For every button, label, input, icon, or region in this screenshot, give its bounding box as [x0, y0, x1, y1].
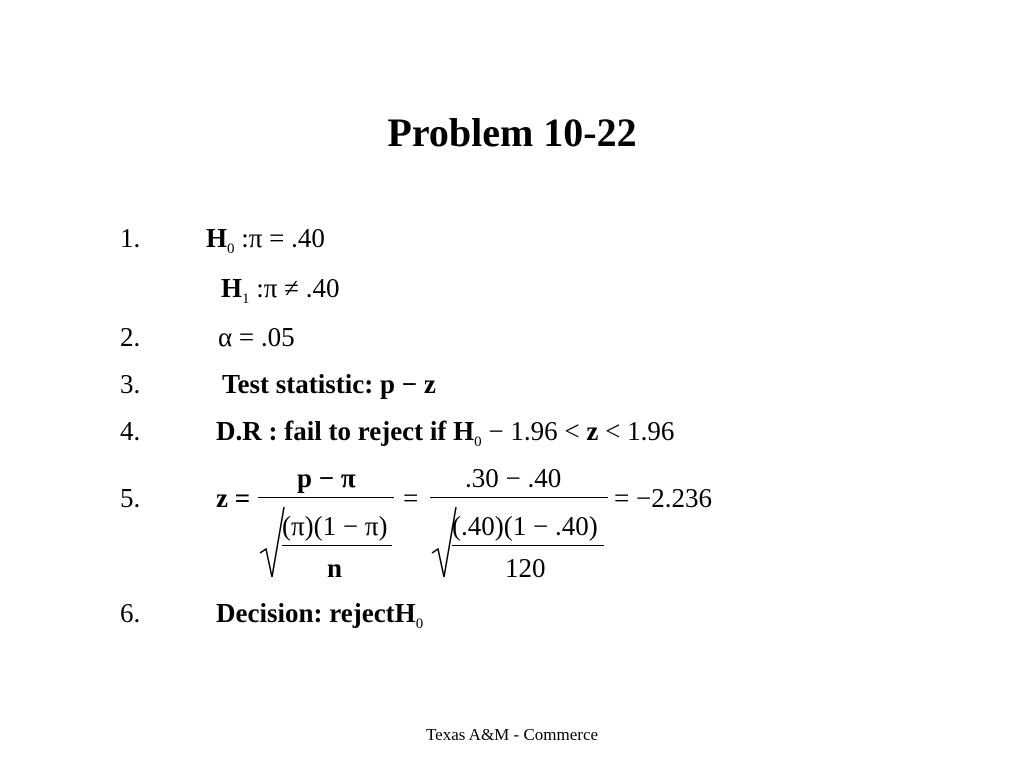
decision-label: Decision: reject	[216, 598, 395, 628]
value-denominator-top: (.40)(1 − .40)	[452, 511, 598, 541]
slide-title: Problem 10-22	[387, 110, 637, 155]
decision-h-symbol: H	[394, 598, 416, 628]
z-equals: z =	[216, 483, 251, 513]
slide-footer: Texas A&M - Commerce	[425, 725, 599, 744]
z-result: = −2.236	[614, 483, 712, 513]
step-6-number: 6.	[120, 598, 141, 628]
formula-inner-fraction-bar	[282, 545, 392, 546]
h1-subscript: 1	[242, 291, 250, 307]
dr-h-symbol: H	[453, 416, 475, 446]
decision-h-subscript: 0	[415, 616, 424, 632]
dr-h-subscript: 0	[474, 434, 482, 450]
test-statistic: Test statistic: p − z	[222, 369, 436, 399]
value-numerator: .30 − .40	[465, 463, 562, 493]
h1-symbol: H	[221, 273, 243, 303]
decision	[216, 597, 424, 632]
h0-statement: :π = .40	[234, 223, 325, 253]
step-4-number: 4.	[120, 416, 141, 446]
decision-rule	[216, 415, 675, 450]
null-hypothesis	[206, 222, 325, 257]
sqrt-icon	[258, 505, 286, 581]
formula-denominator-bottom: n	[327, 553, 343, 583]
formula-denominator-top: (π)(1 − π)	[282, 511, 388, 541]
dr-range-right: < 1.96	[598, 416, 675, 446]
step-2-number: 2.	[120, 322, 141, 352]
decision-rule-label: D.R : fail to reject if	[216, 416, 447, 446]
formula-numerator: p − π	[297, 463, 356, 493]
significance-level: α = .05	[218, 322, 295, 352]
step-1-number: 1.	[120, 223, 141, 253]
value-inner-fraction-bar	[452, 545, 604, 546]
formula-fraction-bar	[258, 497, 394, 498]
alternative-hypothesis	[221, 272, 340, 307]
step-3-number: 3.	[120, 369, 141, 399]
step-5-number: 5.	[120, 483, 141, 513]
dr-z: z	[586, 416, 599, 446]
h1-statement: :π ≠ .40	[249, 273, 340, 303]
value-denominator-bottom: 120	[505, 553, 546, 583]
equals-sign: =	[403, 483, 419, 513]
h0-subscript: 0	[227, 241, 235, 257]
h0-symbol: H	[206, 223, 228, 253]
sqrt-icon	[430, 505, 458, 581]
dr-range-left: − 1.96 <	[481, 416, 587, 446]
value-fraction-bar	[430, 497, 608, 498]
